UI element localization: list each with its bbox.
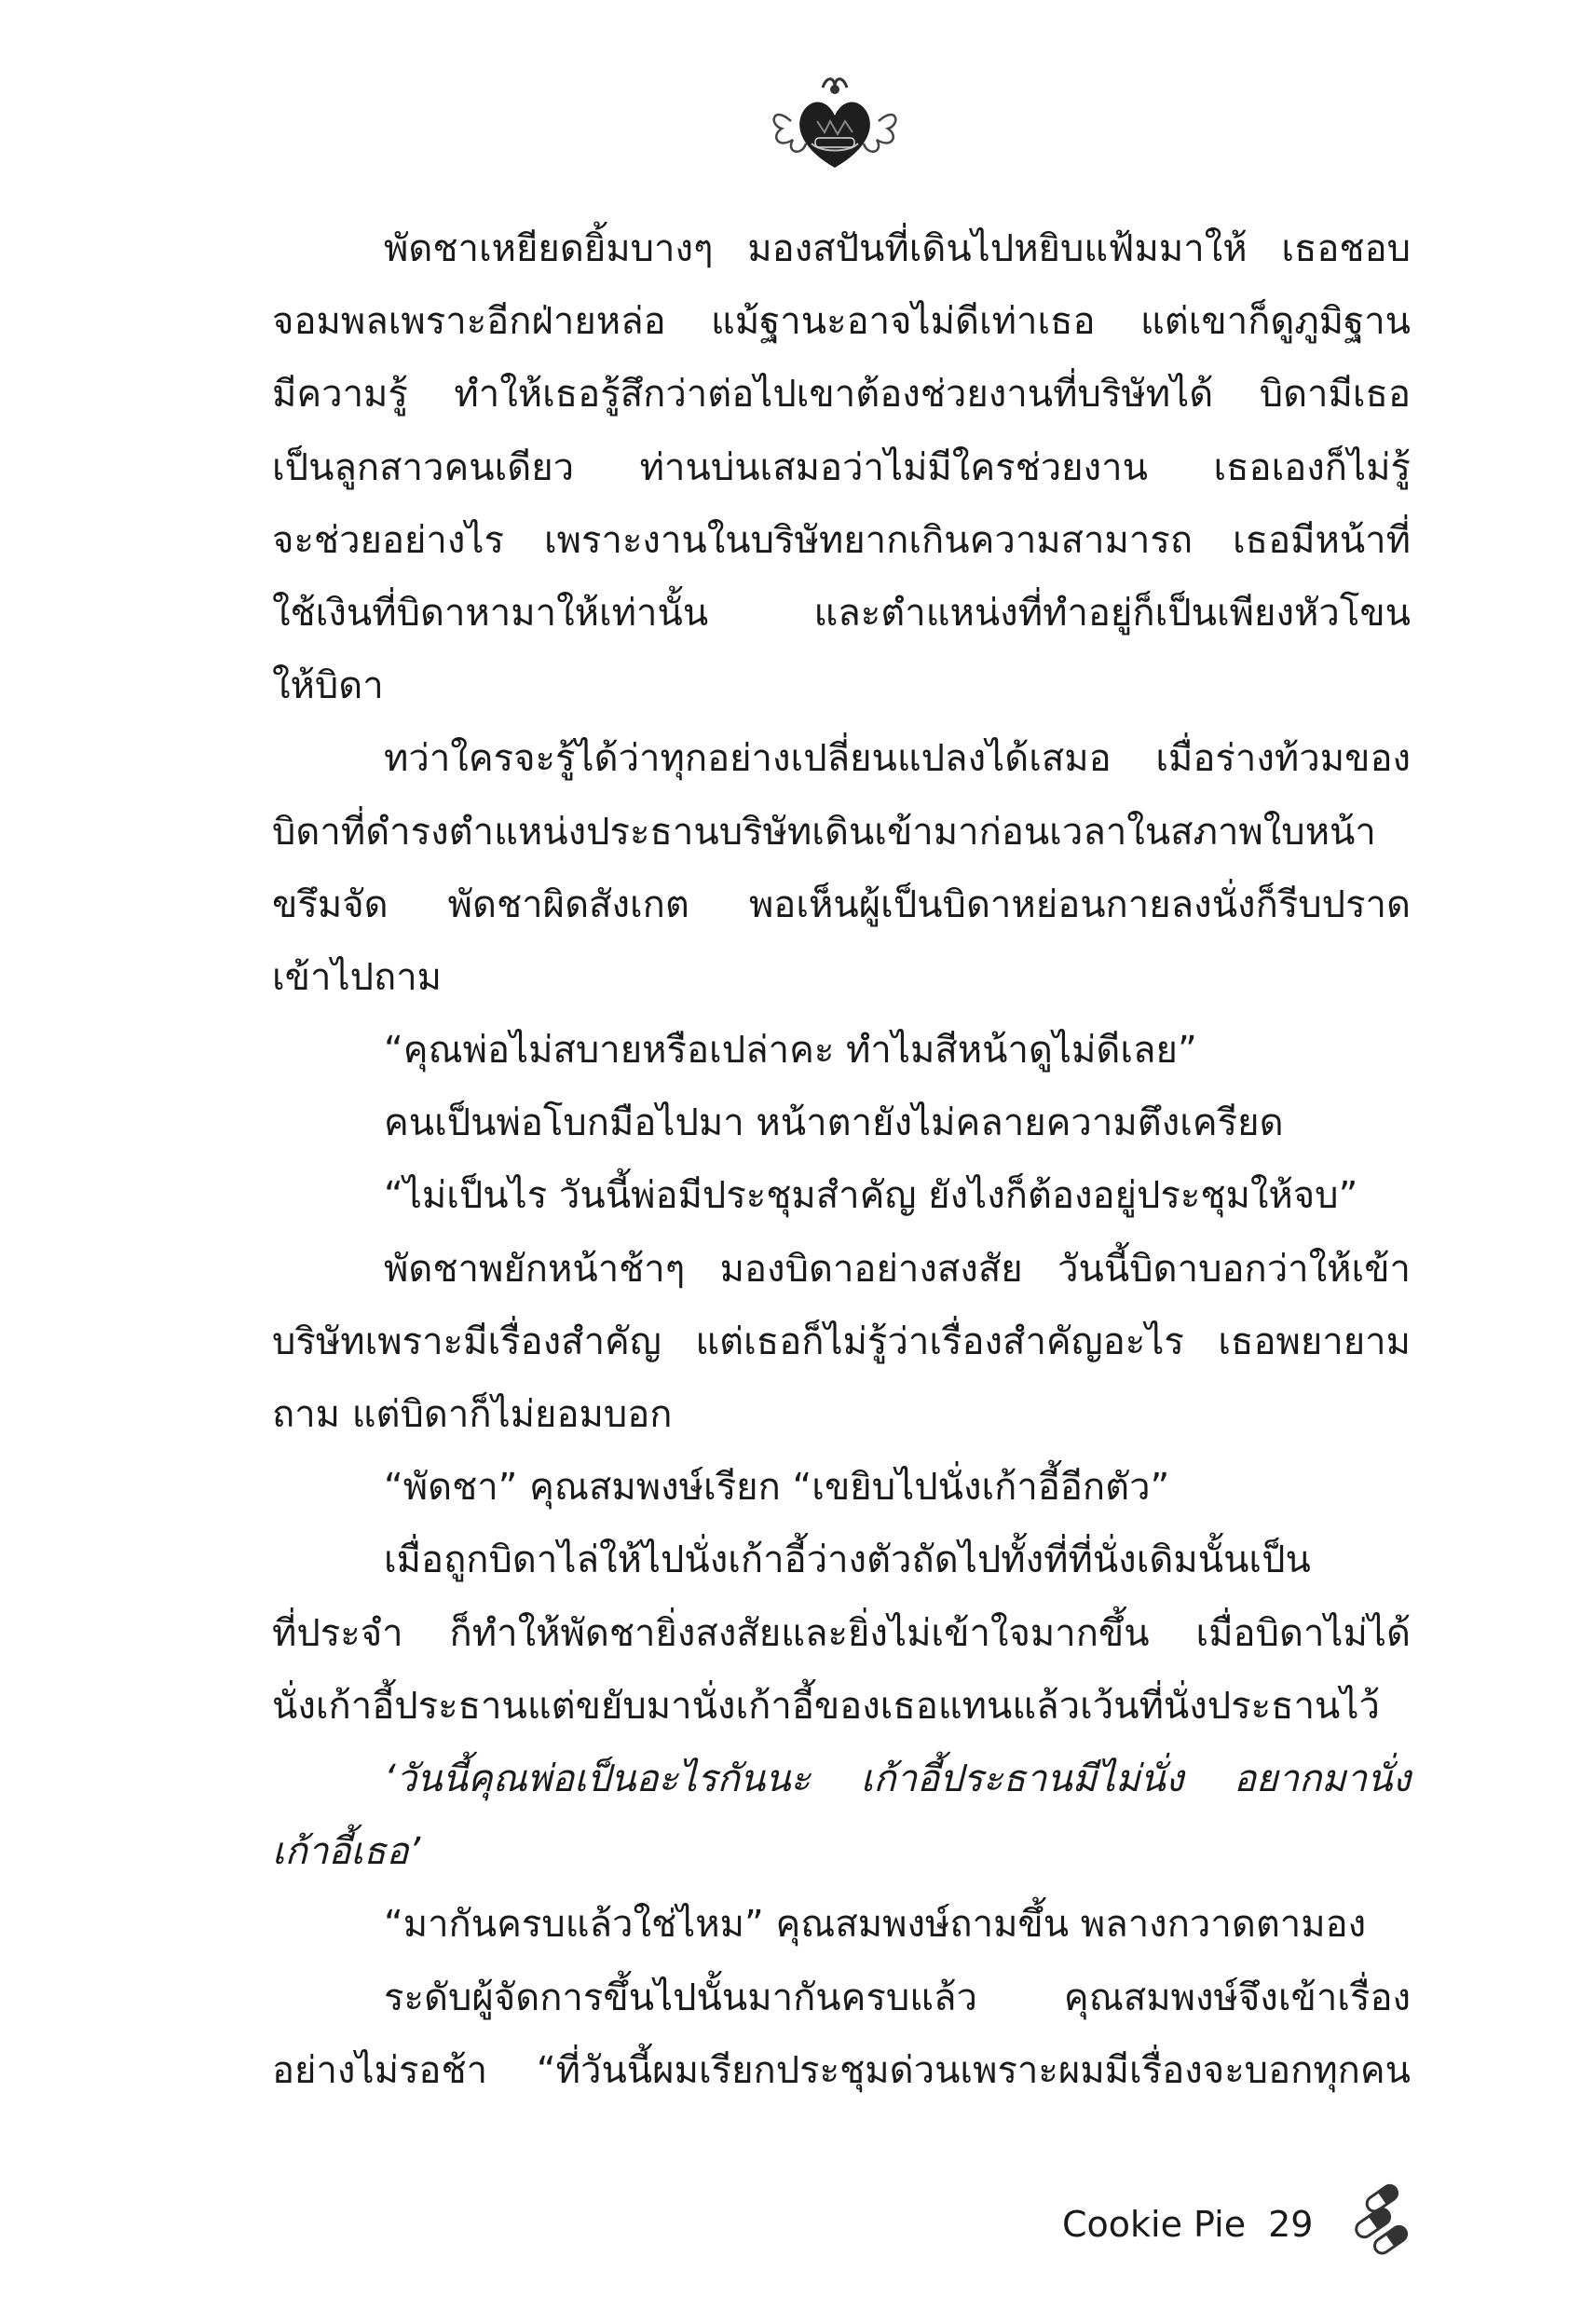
text-line: เก้าอี้เธอ’ [272,1830,421,1874]
text-line: ระดับผู้จัดการขึ้นไปนั้นมากันครบแล้ว คุณสมพงษ์จึงเข้าเรื่อง [384,1976,1411,2019]
page-footer [1062,2204,1313,2245]
text-line: ถาม แต่บิดาก็ไม่ยอมบอก [272,1393,673,1436]
text-line: คนเป็นพ่อโบกมือไปมา หน้าตายังไม่คลายความตึงเครียด [384,1101,1284,1145]
book-title: Cookie Pie [1062,2204,1247,2245]
text-line: เข้าไปถาม [272,955,443,999]
text-line: บริษัทเพราะมีเรื่องสำคัญ แต่เธอก็ไม่รู้ว่าเรื่องสำคัญอะไร เธอพยายาม [272,1320,1411,1363]
text-line: ‘วันนี้คุณพ่อเป็นอะไรกันนะ เก้าอี้ประธานมีไม่นั่ง อยากมานั่ง [384,1757,1411,1800]
page-number: 29 [1268,2204,1314,2245]
text-line: เป็นลูกสาวคนเดียว ท่านบ่นเสมอว่าไม่มีใครช่วยงาน เธอเองก็ไม่รู้ [272,445,1411,489]
text-line: จอมพลเพราะอีกฝ่ายหล่อ แม้ฐานะอาจไม่ดีเท่าเธอ แต่เขาก็ดูภูมิฐาน [272,300,1411,344]
text-line: ให้บิดา [272,664,384,708]
text-line: “พัดชา” คุณสมพงษ์เรียก “เขยิบไปนั่งเก้าอี้อีกตัว” [384,1466,1170,1510]
text-line: “คุณพ่อไม่สบายหรือเปล่าคะ ทำไมสีหน้าดูไม่ดีเลย” [384,1029,1197,1073]
text-line: ใช้เงินที่บิดาหามาให้เท่านั้น และตำแหน่งที่ทำอยู่ก็เป็นเพียงหัวโขน [272,591,1411,635]
text-line: บิดาที่ดำรงตำแหน่งประธานบริษัทเดินเข้ามาก่อนเวลาในสภาพใบหน้า [272,810,1376,854]
heart-wings-ornament-icon [765,67,905,179]
text-line: มีความรู้ ทำให้เธอรู้สึกว่าต่อไปเขาต้องช่วยงานที่บริษัทได้ บิดามีเธอ [272,373,1411,417]
text-line: อย่างไม่รอช้า “ที่วันนี้ผมเรียกประชุมด่วนเพราะผมมีเรื่องจะบอกทุกคน [272,2048,1411,2092]
pills-icon [1346,2181,1421,2255]
text-line: นั่งเก้าอี้ประธานแต่ขยับมานั่งเก้าอี้ของเธอแทนแล้วเว้นที่นั่งประธานไว้ [272,1684,1380,1728]
text-line: ทว่าใครจะรู้ได้ว่าทุกอย่างเปลี่ยนแปลงได้เสมอ เมื่อร่างท้วมของ [384,737,1411,781]
text-line: ที่ประจำ ก็ทำให้พัดชายิ่งสงสัยและยิ่งไม่เข้าใจมากขึ้น เมื่อบิดาไม่ได้ [272,1611,1411,1655]
text-line: เมื่อถูกบิดาไล่ให้ไปนั่งเก้าอี้ว่างตัวถัดไปทั้งที่ที่นั่งเดิมนั้นเป็น [384,1538,1311,1582]
text-line: ขรึมจัด พัดชาผิดสังเกต พอเห็นผู้เป็นบิดาหย่อนกายลงนั่งก็รีบปราด [272,882,1411,926]
text-line: “ไม่เป็นไร วันนี้พ่อมีประชุมสำคัญ ยังไงก็ต้องอยู่ประชุมให้จบ” [384,1174,1358,1218]
text-line: พัดชาเหยียดยิ้มบางๆ มองสปันที่เดินไปหยิบแฟ้มมาให้ เธอชอบ [384,227,1411,270]
text-line: จะช่วยอย่างไร เพราะงานในบริษัทยากเกินความสามารถ เธอมีหน้าที่ [272,518,1411,562]
text-line: พัดชาพยักหน้าช้าๆ มองบิดาอย่างสงสัย วันนี้บิดาบอกว่าให้เข้า [384,1247,1411,1291]
story-text [272,212,1411,2107]
text-line: “มากันครบแล้วใช่ไหม” คุณสมพงษ์ถามขึ้น พลางกวาดตามอง [384,1903,1367,1947]
